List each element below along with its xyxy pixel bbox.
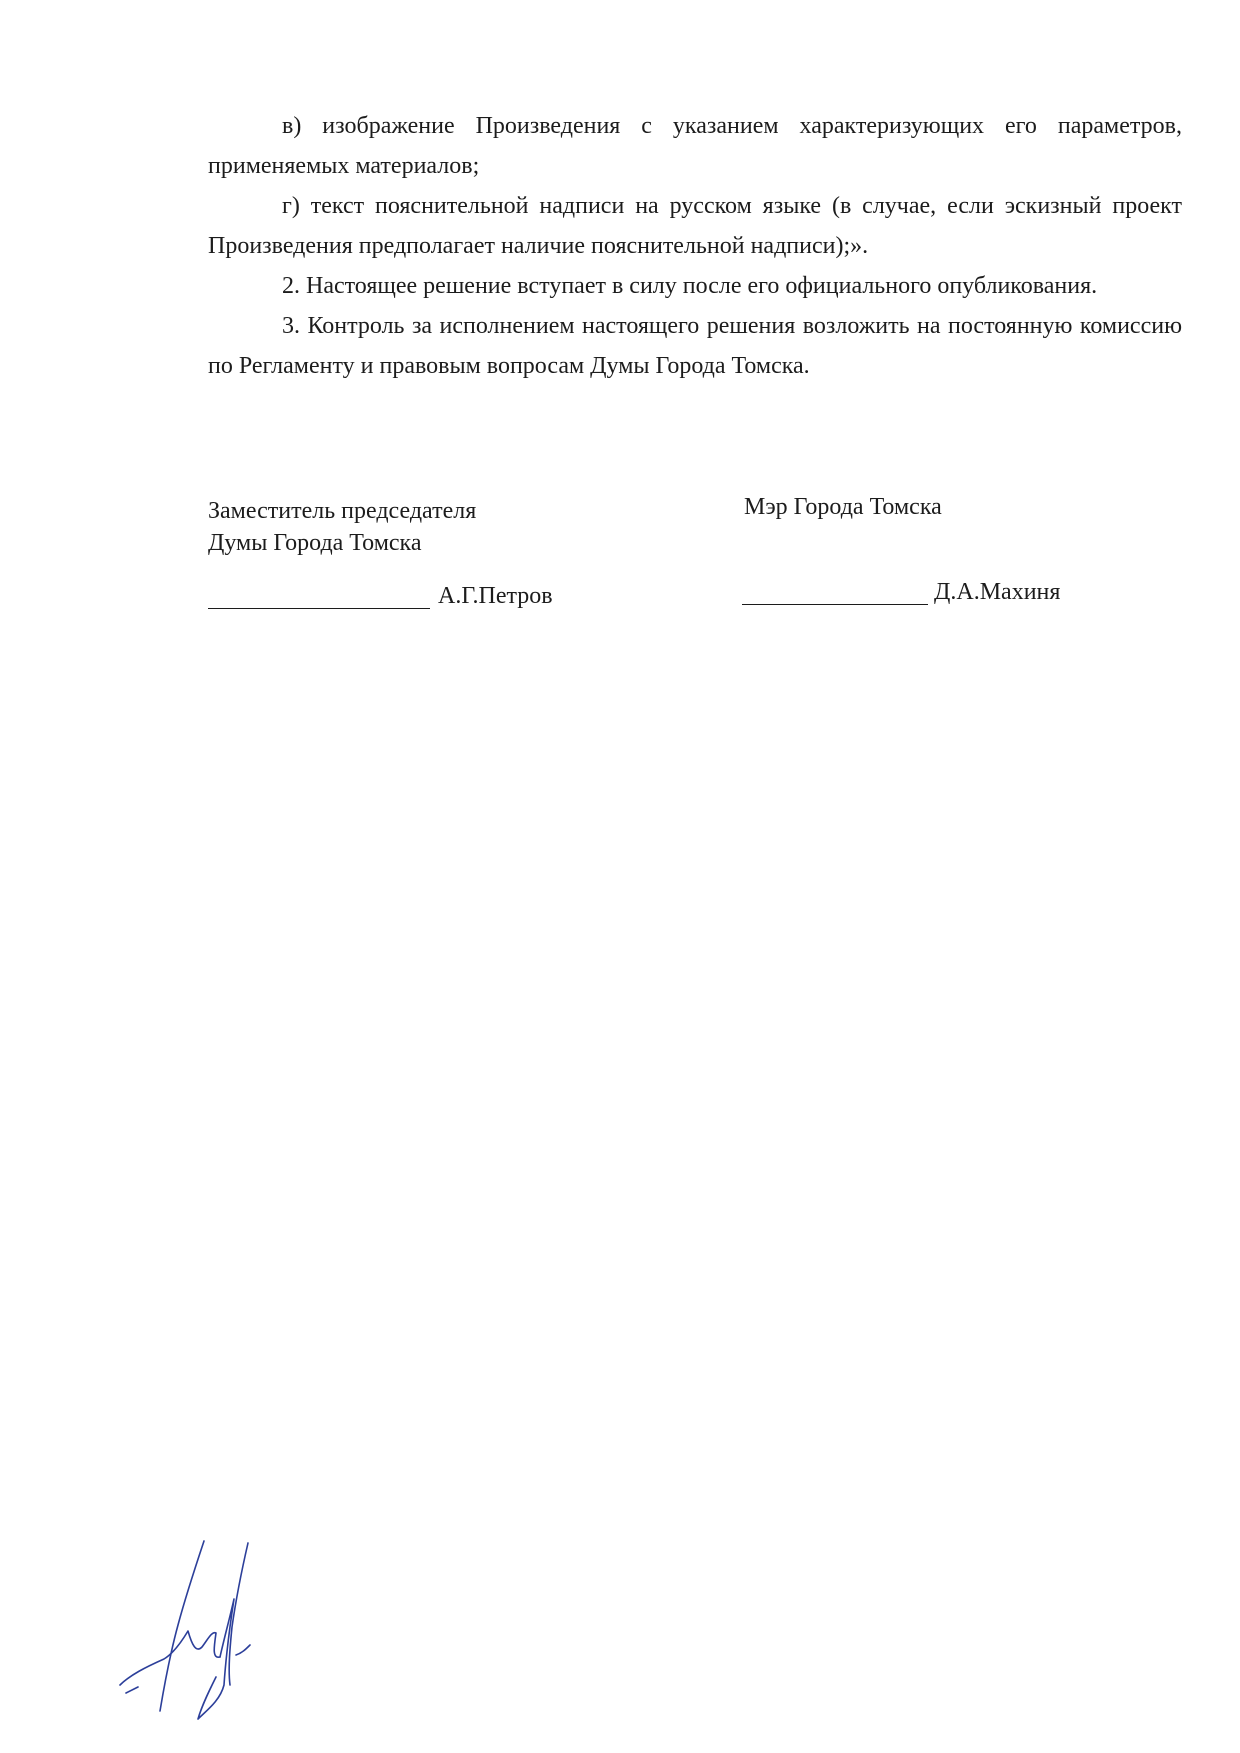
signatory-name-right: Д.А.Махиня (934, 579, 1061, 605)
signatory-name-left: А.Г.Петров (438, 583, 553, 609)
signature-block-deputy-chairman (208, 495, 476, 559)
paragraph-item-g: г) текст пояснительной надписи на русском языке (в случае, если эскизный проект Произведения предполагает наличие пояснительной надписи);». (208, 193, 1182, 259)
paragraph-clause-2: 2. Настоящее решение вступает в силу после его официального опубликования. (282, 273, 1098, 299)
signature-stroke-3 (198, 1599, 234, 1719)
handwritten-signature (116, 1535, 266, 1725)
signature-stroke-5 (236, 1645, 250, 1655)
signature-stroke-1 (160, 1541, 204, 1711)
signatory-title-line1: Заместитель председателя (208, 498, 477, 524)
paragraph-clause-3: 3. Контроль за исполнением настоящего решения возложить на постоянную комиссию по Регламенту и правовым вопросам Думы Города Томска. (208, 313, 1182, 379)
signature-line-left (208, 608, 430, 609)
signature-block-mayor (744, 491, 942, 523)
signatory-title-line2: Думы Города Томска (208, 530, 422, 556)
document-body (208, 106, 1182, 386)
signature-line-right (742, 604, 928, 605)
signatory-title-mayor: Мэр Города Томска (744, 494, 942, 520)
paragraph-item-v: в) изображение Произведения с указанием характеризующих его параметров, применяемых материалов; (208, 113, 1182, 179)
signature-stroke-6 (126, 1687, 138, 1693)
